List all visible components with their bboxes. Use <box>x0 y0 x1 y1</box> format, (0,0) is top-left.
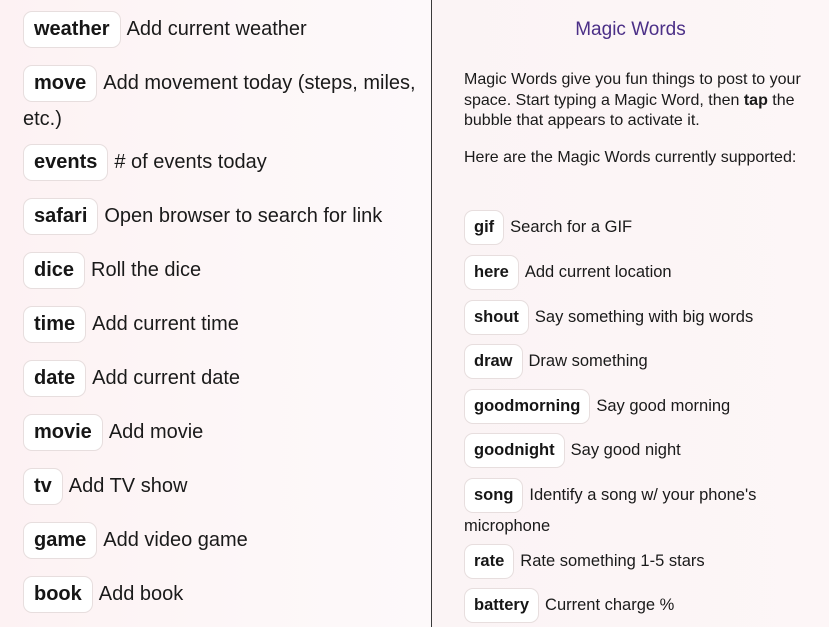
magic-words-help-pane <box>432 0 829 627</box>
command-row-game[interactable] <box>23 522 421 559</box>
command-description: Add video game <box>103 529 248 551</box>
magic-word-row-song[interactable] <box>464 478 807 539</box>
command-description: Add movie <box>108 421 204 443</box>
command-description: Add current time <box>92 313 239 335</box>
command-row-move[interactable] <box>23 65 421 136</box>
magic-word-description: Draw something <box>528 352 648 370</box>
magic-word-description: Add current location <box>524 263 672 281</box>
command-description: Add current date <box>92 367 240 389</box>
magic-word-row-goodnight[interactable] <box>464 433 807 468</box>
command-row-events[interactable] <box>23 144 421 181</box>
magic-word-row-rate[interactable] <box>464 544 807 579</box>
command-description: Roll the dice <box>91 259 202 281</box>
keyword-pill[interactable]: dice <box>23 252 85 289</box>
command-description: Add book <box>98 583 184 605</box>
magic-word-description: Say something with big words <box>534 308 754 326</box>
intro-text: Magic Words give you fun things to post to your space. Start typing a Magic Word, then <box>464 71 801 109</box>
keyword-pill[interactable]: movie <box>23 414 103 451</box>
magic-word-description: Rate something 1-5 stars <box>520 552 705 570</box>
keyword-pill[interactable]: shout <box>464 300 529 335</box>
keyword-pill[interactable]: game <box>23 522 97 559</box>
magic-word-description: Say good morning <box>596 397 731 415</box>
keyword-pill[interactable]: move <box>23 65 97 102</box>
command-row-movie[interactable] <box>23 414 421 451</box>
keyword-pill[interactable]: draw <box>464 344 523 379</box>
keyword-pill[interactable]: tv <box>23 468 63 505</box>
keyword-pill[interactable]: date <box>23 360 86 397</box>
intro-text-end: the bubble that appears to activate it. <box>464 91 795 129</box>
command-row-weather[interactable] <box>23 11 421 48</box>
magic-word-row-shout[interactable] <box>464 300 807 335</box>
magic-word-row-draw[interactable] <box>464 344 807 379</box>
command-row-date[interactable] <box>23 360 421 397</box>
command-row-dice[interactable] <box>23 252 421 289</box>
keyword-pill[interactable]: safari <box>23 198 98 235</box>
magic-word-row-goodmorning[interactable] <box>464 389 807 424</box>
magic-word-description: Current charge % <box>545 596 675 614</box>
keyword-pill[interactable]: goodnight <box>464 433 565 468</box>
keyword-pill[interactable]: book <box>23 576 93 613</box>
magic-word-row-gif[interactable] <box>464 210 807 245</box>
magic-word-row-battery[interactable] <box>464 588 807 623</box>
supported-paragraph: Here are the Magic Words currently supported: <box>464 149 797 166</box>
magic-word-description: Search for a GIF <box>510 218 633 236</box>
keyword-pill[interactable]: time <box>23 306 86 343</box>
keyword-pill[interactable]: song <box>464 478 523 513</box>
command-description: Add TV show <box>68 475 188 497</box>
command-description: Add current weather <box>126 18 307 40</box>
keyword-pill[interactable]: here <box>464 255 519 290</box>
command-row-safari[interactable] <box>23 198 421 235</box>
magic-word-description: Identify a song w/ your phone's microphone <box>464 486 757 535</box>
intro-emphasis: tap <box>743 91 768 109</box>
intro-paragraph <box>464 70 809 132</box>
command-description: Open browser to search for link <box>104 205 383 227</box>
keyword-pill[interactable]: battery <box>464 588 539 623</box>
command-description: Add movement today (steps, miles, etc.) <box>23 72 416 130</box>
keyword-pill[interactable]: rate <box>464 544 514 579</box>
page-title: Magic Words <box>575 19 686 40</box>
keyword-pill[interactable]: gif <box>464 210 504 245</box>
magic-word-row-here[interactable] <box>464 255 807 290</box>
keyword-pill[interactable]: events <box>23 144 108 181</box>
command-row-tv[interactable] <box>23 468 421 505</box>
magic-word-description: Say good night <box>570 441 681 459</box>
keyword-pill[interactable]: weather <box>23 11 121 48</box>
command-description: # of events today <box>114 151 267 173</box>
command-row-time[interactable] <box>23 306 421 343</box>
command-row-book[interactable] <box>23 576 421 613</box>
keyword-pill[interactable]: goodmorning <box>464 389 590 424</box>
